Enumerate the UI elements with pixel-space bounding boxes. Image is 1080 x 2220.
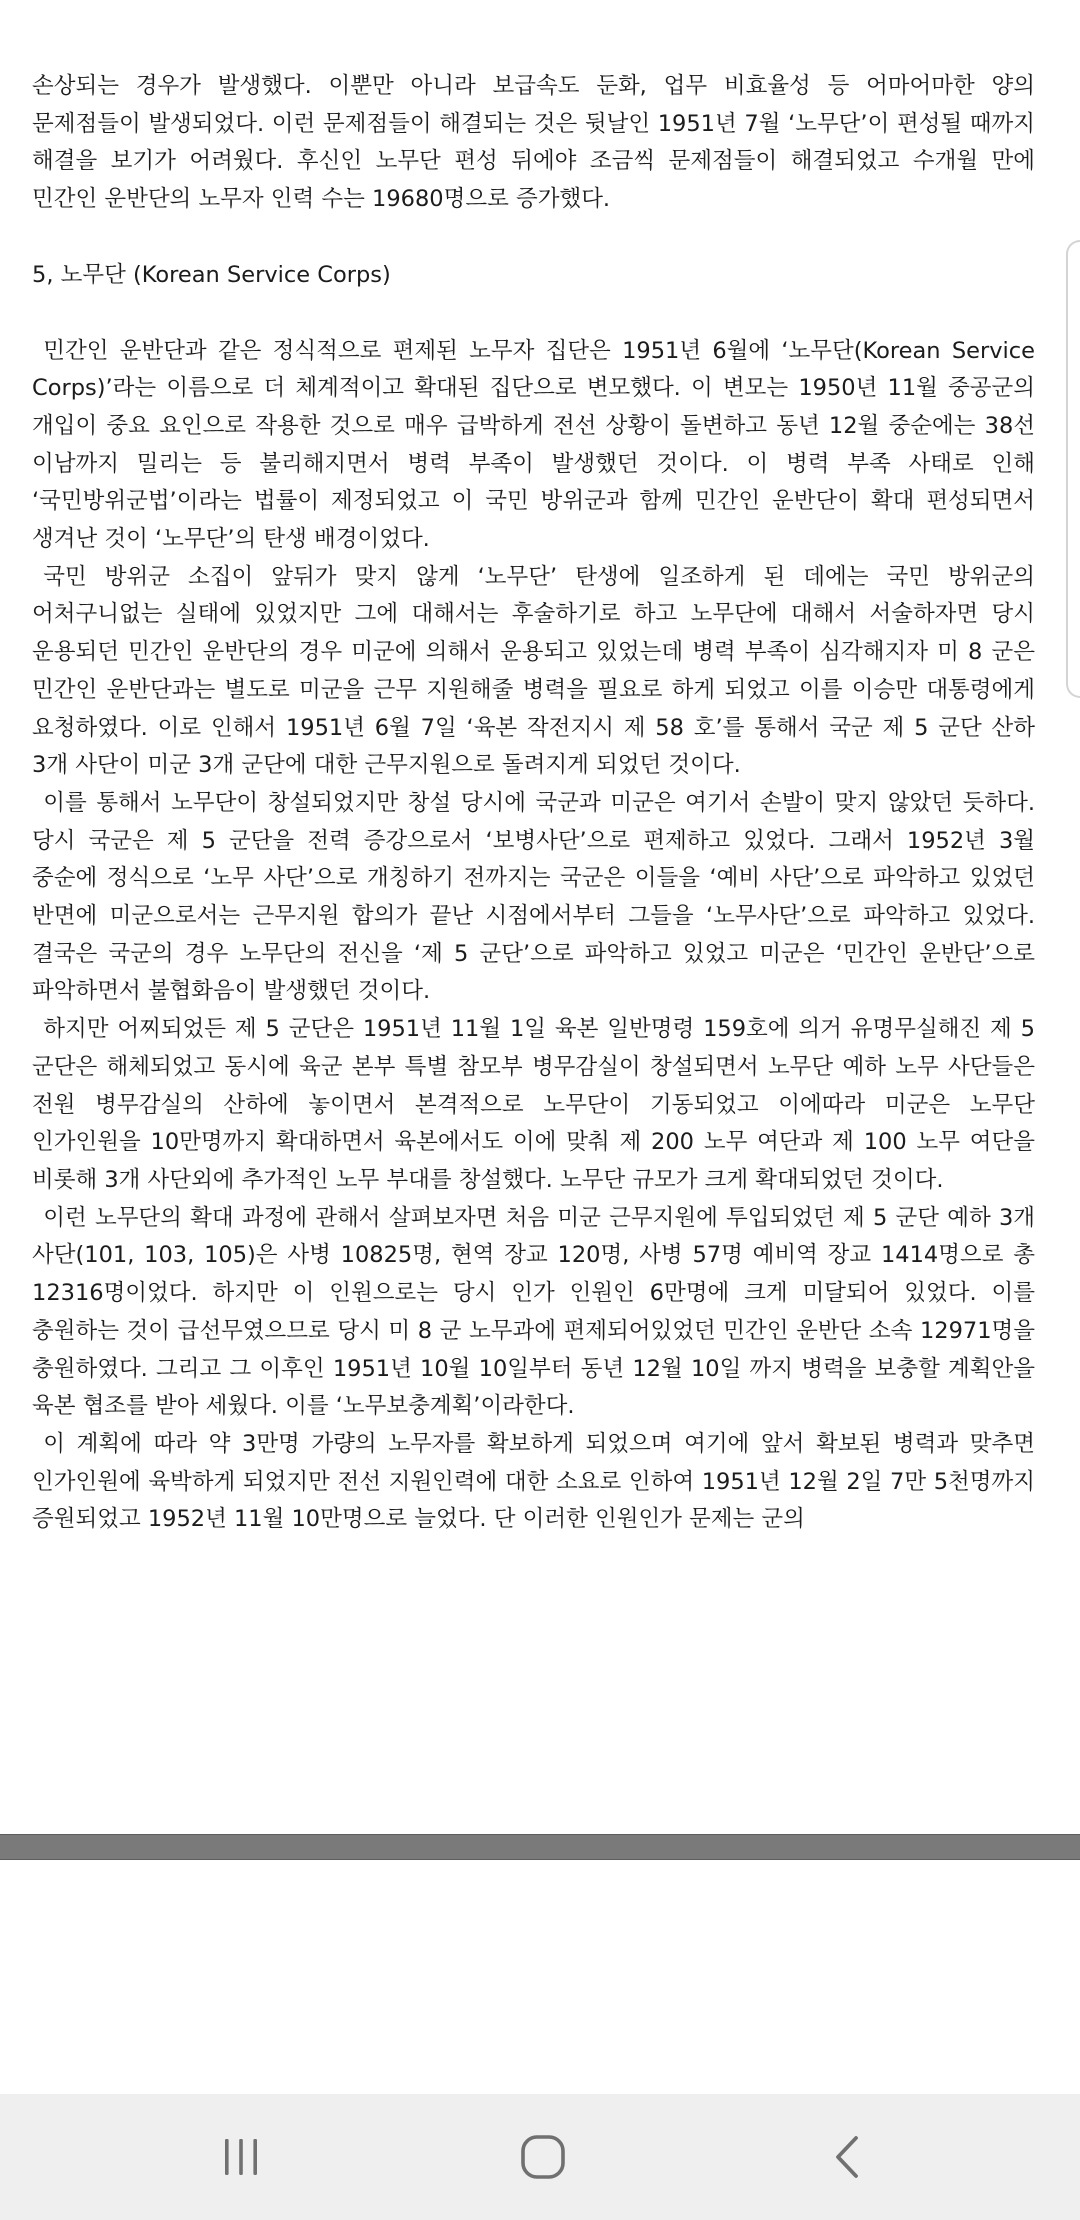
side-panel-handle[interactable] — [1066, 240, 1080, 698]
home-button[interactable] — [473, 2094, 613, 2220]
system-navigation-bar — [0, 2094, 1080, 2220]
paragraph-spacer — [32, 219, 1035, 257]
back-button[interactable] — [777, 2094, 917, 2220]
paragraph-spacer — [32, 295, 1035, 333]
paragraph: 국민 방위군 소집이 앞뒤가 맞지 않게 ‘노무단’ 탄생에 일조하게 된 데에는 국민 방위군의 어처구니없는 실태에 있었지만 그에 대해서는 후술하기로 하고 노무단에 대해서 서술하자면 당시 운용되던 민간인 운반단의 경우 미군에 의해서 운용되고 있었는데 병력 부족이 심각해지자 미 8 군은 민간인 운반단과는 별도로 미군을 근무 지원해줄 병력을 필요로 하게 되었고 이를 이승만 대통령에게 요청하였다. 이로 인해서 1951년 6월 7일 ‘육본 작전지시 제 58 호’를 통해서 국군 제 5 군단 산하 3개 사단이 미군 3개 군단에 대한 근무지원으로 돌려지게 되었던 것이다. — [32, 563, 1035, 779]
document-page — [32, 68, 1035, 1539]
paragraph-intro: 손상되는 경우가 발생했다. 이뿐만 아니라 보급속도 둔화, 업무 비효율성 등 어마어마한 양의 문제점들이 발생되었다. 이런 문제점들이 해결되는 것은 뒷날인 1951년 7월 ‘노무단’이 편성될 때까지 해결을 보기가 어려웠다. 후신인 노무단 편성 뒤에야 조금씩 문제점들이 해결되었고 수개월 만에 민간인 운반단의 노무자 인력 수는 19680명으로 증가했다. — [32, 73, 1035, 213]
recent-apps-button[interactable] — [171, 2094, 311, 2220]
back-chevron-icon — [832, 2134, 862, 2180]
paragraph: 하지만 어찌되었든 제 5 군단은 1951년 11월 1일 육본 일반명령 159호에 의거 유명무실해진 제 5 군단은 해체되었고 동시에 육군 본부 특별 참모부 병무감실이 창설되면서 노무단 예하 노무 사단들은 전원 병무감실의 산하에 놓이면서 본격적으로 노무단이 기동되었고 이에따라 미군은 노무단 인가인원을 10만명까지 확대하면서 육본에서도 이에 맞춰 제 200 노무 여단과 제 100 노무 여단을 비롯해 3개 사단외에 추가적인 노무 부대를 창설했다. 노무단 규모가 크게 확대되었던 것이다. — [32, 1016, 1035, 1193]
page-divider — [0, 1834, 1080, 1860]
paragraph: 이런 노무단의 확대 과정에 관해서 살펴보자면 처음 미군 근무지원에 투입되었던 제 5 군단 예하 3개 사단(101, 103, 105)은 사병 10825명, 현역 장교 120명, 사병 57명 예비역 장교 1414명으로 총 12316명이었다. 하지만 이 인원으로는 당시 인가 인원인 6만명에 크게 미달되어 있었다. 이를 충원하는 것이 급선무였으므로 당시 미 8 군 노무과에 편제되어있었던 민간인 운반단 소속 12971명을 충원하였다. 그리고 그 이후인 1951년 10월 10일부터 동년 12월 10일 까지 병력을 보충할 계획안을 육본 협조를 받아 세웠다. 이를 ‘노무보충계획’이라한다. — [32, 1204, 1035, 1420]
paragraph: 이 계획에 따라 약 3만명 가량의 노무자를 확보하게 되었으며 여기에 앞서 확보된 병력과 맞추면 인가인원에 육박하게 되었지만 전선 지원인력에 대한 소요로 인하여 1951년 12월 2일 7만 5천명까지 증원되었고 1952년 11월 10만명으로 늘었다. 단 이러한 인원인가 문제는 군의 — [32, 1430, 1035, 1533]
home-icon — [520, 2134, 566, 2180]
recent-apps-icon — [221, 2137, 261, 2177]
section-heading: 5, 노무단 (Korean Service Corps) — [32, 261, 391, 288]
paragraph: 민간인 운반단과 같은 정식적으로 편제된 노무자 집단은 1951년 6월에 ‘노무단(Korean Service Corps)’라는 이름으로 더 체계적이고 확대된 집단으로 변모했다. 이 변모는 1950년 11월 중공군의 개입이 중요 요인으로 작용한 것으로 매우 급박하게 전선 상황이 돌변하고 동년 12월 중순에는 38선 이남까지 밀리는 등 불리해지면서 병력 부족이 발생했던 것이다. 이 병력 부족 사태로 인해 ‘국민방위군법’이라는 법률이 제정되었고 이 국민 방위군과 함께 민간인 운반단이 확대 편성되면서 생겨난 것이 ‘노무단’의 탄생 배경이었다. — [32, 337, 1035, 553]
paragraph: 이를 통해서 노무단이 창설되었지만 창설 당시에 국군과 미군은 여기서 손발이 맞지 않았던 듯하다. 당시 국군은 제 5 군단을 전력 증강으로서 ‘보병사단’으로 편제하고 있었다. 그래서 1952년 3월 중순에 정식으로 ‘노무 사단’으로 개칭하기 전까지는 국군은 이들을 ‘예비 사단’으로 파악하고 있었던 반면에 미군으로서는 근무지원 합의가 끝난 시점에서부터 그들을 ‘노무사단’으로 파악하고 있었다. 결국은 국군의 경우 노무단의 전신을 ‘제 5 군단’으로 파악하고 있었고 미군은 ‘민간인 운반단’으로 파악하면서 불협화음이 발생했던 것이다. — [32, 789, 1035, 1005]
